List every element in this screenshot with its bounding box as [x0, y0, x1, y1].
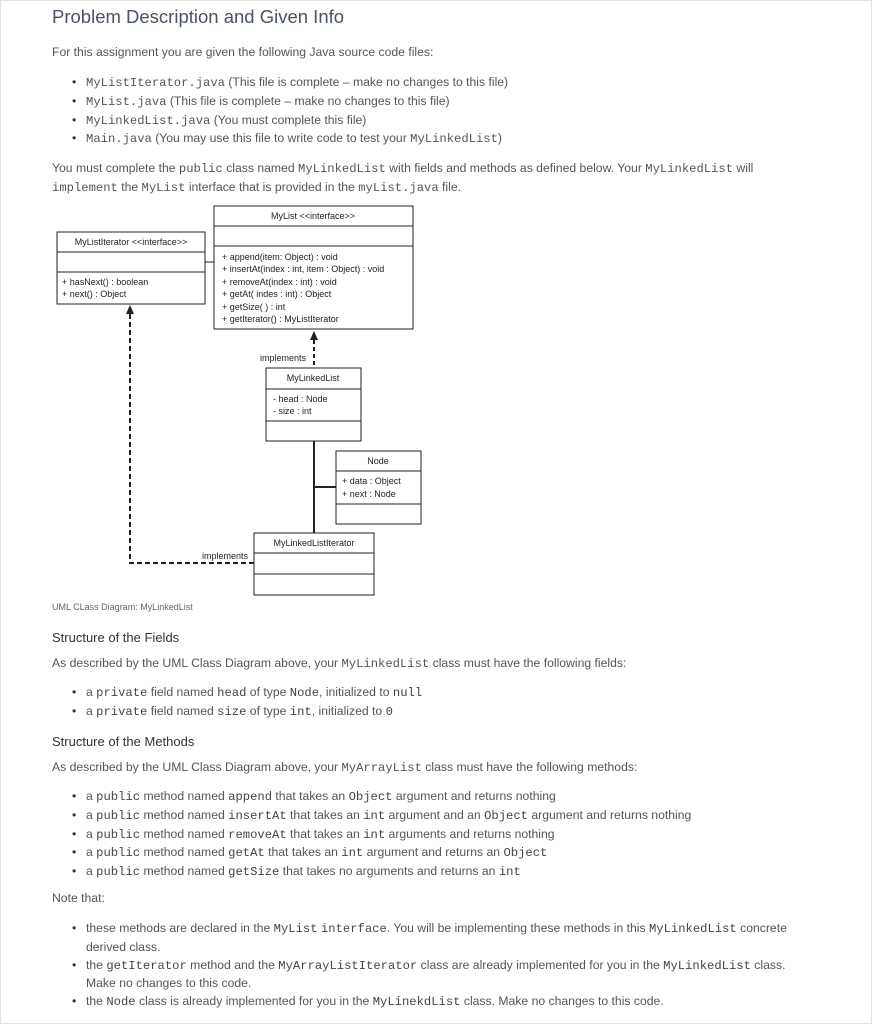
list-item: • these methods are declared in the MyList interface. You will be implementing these methods in this MyLinkedList concrete derived class. — [72, 920, 817, 957]
fields-heading: Structure of the Fields — [52, 630, 180, 645]
svg-text:implements: implements — [259, 353, 306, 363]
svg-text:- size : int: - size : int — [273, 406, 312, 416]
implements-dashed-line-2 — [130, 314, 254, 563]
svg-text:+ getIterator() : MyListIterat: + getIterator() : MyListIterator — [222, 314, 339, 324]
svg-text:+ hasNext() : boolean: + hasNext() : boolean — [62, 277, 149, 287]
notes-list — [72, 920, 817, 1012]
svg-text:implements: implements — [201, 551, 248, 561]
list-item: • a public method named getSize that takes no arguments and returns an int — [72, 863, 691, 882]
list-item: • a public method named removeAt that takes an int arguments and returns nothing — [72, 826, 691, 845]
svg-text:MyListIterator <<interface>>: MyListIterator <<interface>> — [74, 237, 188, 247]
complete-paragraph: You must complete the public class named MyLinkedList with fields and methods as defined below. Your MyLinkedList will implement the MyList interface that is provided in the myList.java file. — [52, 161, 754, 195]
svg-text:+ getSize( ) : int: + getSize( ) : int — [222, 302, 286, 312]
list-item: • the Node class is already implemented for you in the MyLinekdList class. Make no changes to this code. — [72, 993, 817, 1012]
intro-text: For this assignment you are given the following Java source code files: — [52, 45, 434, 59]
fields-list — [72, 684, 422, 722]
svg-text:+ removeAt(index : int) : void: + removeAt(index : int) : void — [222, 277, 337, 287]
svg-text:+ append(item: Object) : void: + append(item: Object) : void — [222, 252, 338, 262]
svg-text:Node: Node — [367, 456, 389, 466]
svg-text:+ next : Node: + next : Node — [342, 489, 396, 499]
figure-caption: UML CLass Diagram: MyLinkedList — [52, 602, 193, 612]
list-item: • a private field named size of type int, initialized to 0 — [72, 703, 422, 722]
svg-text:MyLinkedListIterator: MyLinkedListIterator — [273, 538, 355, 548]
list-item: • the getIterator method and the MyArrayListIterator class are already implemented for you in the MyLinkedList class. Make no changes to this code. — [72, 957, 817, 994]
svg-text:+ getAt( indes : int) : Object: + getAt( indes : int) : Object — [222, 289, 332, 299]
list-item: • a public method named insertAt that takes an int argument and an Object argument and returns nothing — [72, 807, 691, 826]
svg-text:+ next() : Object: + next() : Object — [62, 289, 127, 299]
list-item: • a private field named head of type Node, initialized to null — [72, 684, 422, 703]
methods-heading: Structure of the Methods — [52, 734, 195, 749]
list-item: • MyList.java (This file is complete – make no changes to this file) — [72, 93, 508, 112]
list-item: • MyListIterator.java (This file is complete – make no changes to this file) — [72, 74, 508, 93]
list-item: • a public method named append that takes an Object argument and returns nothing — [72, 788, 691, 807]
svg-text:+ data : Object: + data : Object — [342, 476, 401, 486]
svg-text:+ insertAt(index : int, item :: + insertAt(index : int, item : Object) : void — [222, 264, 385, 274]
fields-intro: As described by the UML Class Diagram above, your MyLinkedList class must have the following fields: — [52, 656, 627, 671]
note-heading: Note that: — [52, 891, 105, 905]
list-item: • a public method named getAt that takes an int argument and returns an Object — [72, 844, 691, 863]
svg-text:- head : Node: - head : Node — [273, 394, 328, 404]
arrowhead-icon — [126, 305, 134, 314]
list-item: • Main.java (You may use this file to write code to test your MyLinkedList) — [72, 130, 508, 149]
svg-text:MyList <<interface>>: MyList <<interface>> — [270, 211, 356, 221]
methods-list — [72, 788, 691, 882]
list-item: • MyLinkedList.java (You must complete this file) — [72, 112, 508, 131]
svg-text:MyLinkedList: MyLinkedList — [286, 373, 340, 383]
arrowhead-icon — [310, 331, 318, 340]
methods-intro: As described by the UML Class Diagram above, your MyArrayList class must have the following methods: — [52, 760, 638, 775]
page-title: Problem Description and Given Info — [52, 6, 345, 27]
